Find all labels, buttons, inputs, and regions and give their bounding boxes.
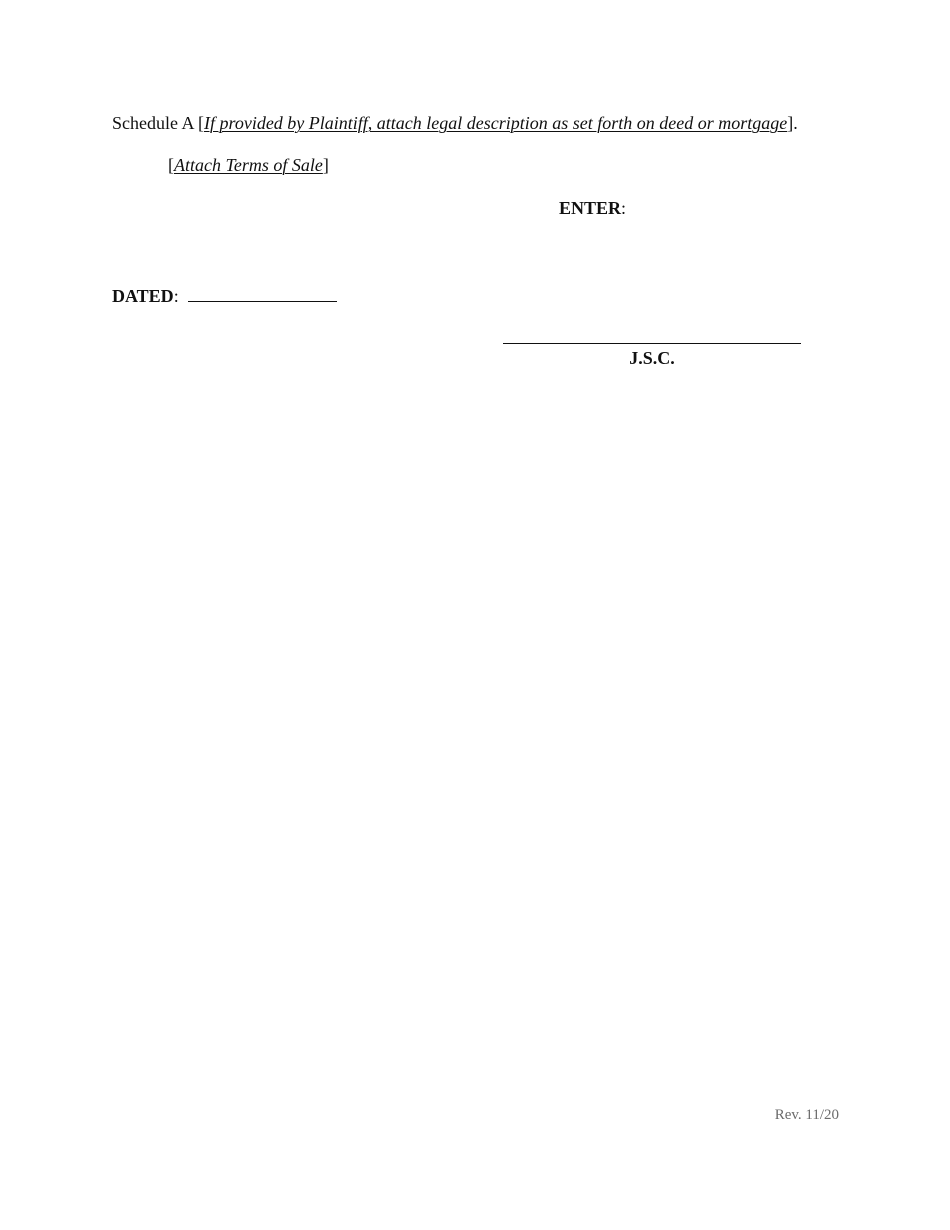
revision-note: Rev. 11/20 — [774, 1107, 839, 1123]
schedule-a-suffix: ]. — [787, 113, 798, 133]
schedule-a-prefix: Schedule A [ — [112, 113, 204, 133]
dated-blank-field[interactable] — [188, 285, 337, 302]
dated-colon: : — [173, 286, 179, 306]
terms-open-bracket: [ — [168, 155, 174, 175]
dated-label: DATED — [112, 286, 174, 306]
enter-colon: : — [621, 198, 627, 218]
enter-label: ENTER — [559, 198, 622, 218]
terms-of-sale-instruction: Attach Terms of Sale — [174, 155, 323, 175]
legal-description-instruction: If provided by Plaintiff, attach legal description as set forth on deed or mortgage — [204, 113, 788, 133]
enter-line — [559, 199, 626, 217]
signature-line[interactable] — [503, 343, 801, 344]
terms-of-sale-line — [168, 156, 329, 174]
schedule-a-line — [112, 114, 798, 132]
judge-title: J.S.C. — [629, 348, 675, 368]
dated-line — [112, 285, 337, 305]
terms-close-bracket: ] — [322, 155, 329, 175]
